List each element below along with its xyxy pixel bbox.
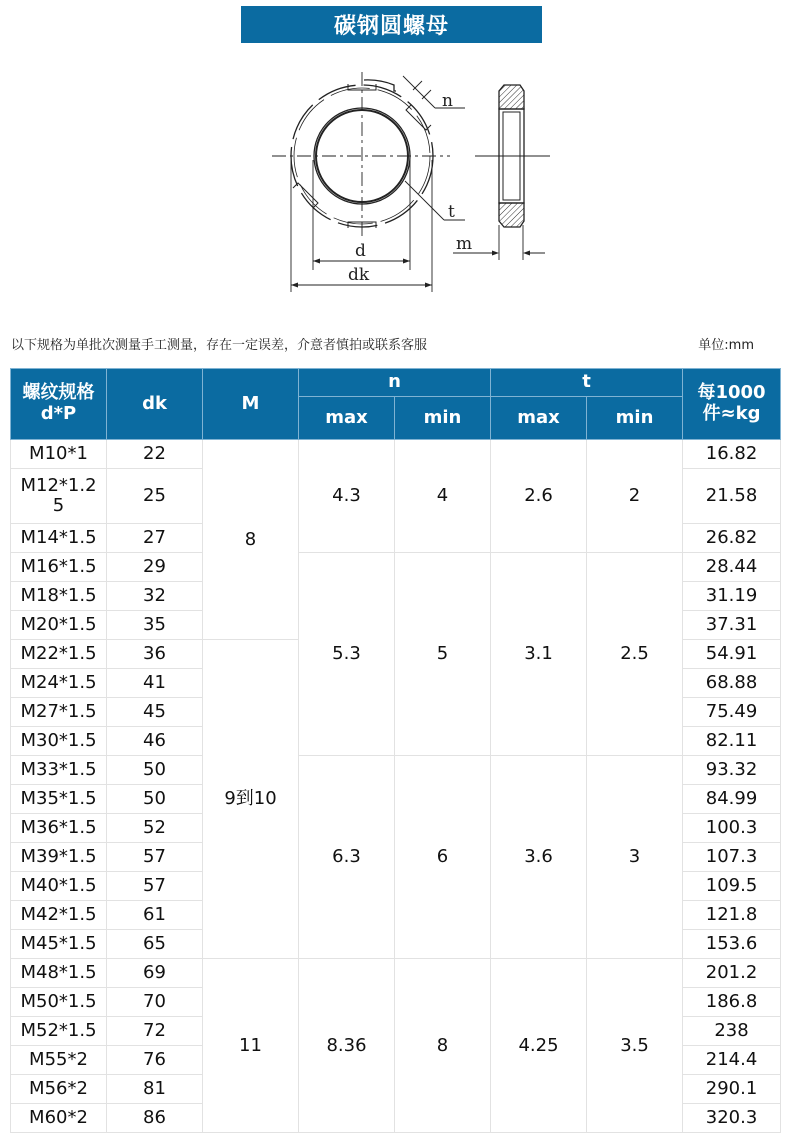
header-n-max: max: [299, 397, 395, 440]
page-title: 碳钢圆螺母: [241, 6, 542, 43]
cell-weight: 153.6: [683, 930, 781, 959]
cell-dk: 86: [107, 1104, 203, 1133]
table-row: [11, 440, 781, 469]
cell-weight: 26.82: [683, 524, 781, 553]
cell-weight: 100.3: [683, 814, 781, 843]
cell-M: 9到10: [203, 640, 299, 959]
cell-weight: 84.99: [683, 785, 781, 814]
cell-weight: 31.19: [683, 582, 781, 611]
cell-n-max: 8.36: [299, 959, 395, 1133]
cell-spec: M12*1.25: [11, 469, 107, 524]
header-n-min: min: [395, 397, 491, 440]
cell-dk: 57: [107, 843, 203, 872]
header-weight: 每1000 件≈kg: [683, 369, 781, 440]
cell-weight: 37.31: [683, 611, 781, 640]
cell-dk: 50: [107, 785, 203, 814]
cell-dk: 70: [107, 988, 203, 1017]
cell-dk: 27: [107, 524, 203, 553]
label-dk: dk: [348, 265, 370, 285]
cell-M: 8: [203, 440, 299, 640]
label-n: n: [442, 91, 453, 111]
cell-weight: 238: [683, 1017, 781, 1046]
cell-n-min: 4: [395, 440, 491, 553]
cell-weight: 201.2: [683, 959, 781, 988]
cell-dk: 25: [107, 469, 203, 524]
cell-spec: M50*1.5: [11, 988, 107, 1017]
cell-spec: M22*1.5: [11, 640, 107, 669]
cell-n-min: 5: [395, 553, 491, 756]
header-t-max: max: [491, 397, 587, 440]
header-n: n: [299, 369, 491, 397]
cell-t-max: 2.6: [491, 440, 587, 553]
cell-spec: M33*1.5: [11, 756, 107, 785]
cell-dk: 32: [107, 582, 203, 611]
cell-t-max: 3.6: [491, 756, 587, 959]
cell-spec: M24*1.5: [11, 669, 107, 698]
table-row: [11, 553, 781, 582]
cell-weight: 68.88: [683, 669, 781, 698]
table-row: [11, 756, 781, 785]
unit-label: 单位:mm: [698, 338, 754, 353]
cell-spec: M56*2: [11, 1075, 107, 1104]
cell-spec: M52*1.5: [11, 1017, 107, 1046]
round-nut-technical-drawing: [270, 60, 560, 300]
cell-spec: M16*1.5: [11, 553, 107, 582]
cell-spec: M30*1.5: [11, 727, 107, 756]
cell-dk: 41: [107, 669, 203, 698]
label-m: m: [456, 234, 473, 254]
cell-dk: 46: [107, 727, 203, 756]
cell-spec: M48*1.5: [11, 959, 107, 988]
cell-spec: M20*1.5: [11, 611, 107, 640]
cell-weight: 28.44: [683, 553, 781, 582]
cell-dk: 69: [107, 959, 203, 988]
cell-spec: M18*1.5: [11, 582, 107, 611]
cell-dk: 29: [107, 553, 203, 582]
cell-spec: M42*1.5: [11, 901, 107, 930]
cell-spec: M14*1.5: [11, 524, 107, 553]
cell-dk: 76: [107, 1046, 203, 1075]
cell-weight: 121.8: [683, 901, 781, 930]
cell-spec: M60*2: [11, 1104, 107, 1133]
spec-table: [10, 368, 781, 1133]
cell-spec: M35*1.5: [11, 785, 107, 814]
cell-spec: M36*1.5: [11, 814, 107, 843]
cell-weight: 54.91: [683, 640, 781, 669]
cell-M: 11: [203, 959, 299, 1133]
cell-t-min: 2.5: [587, 553, 683, 756]
header-t-min: min: [587, 397, 683, 440]
cell-n-max: 4.3: [299, 440, 395, 553]
cell-spec: M40*1.5: [11, 872, 107, 901]
cell-t-max: 4.25: [491, 959, 587, 1133]
cell-t-min: 3.5: [587, 959, 683, 1133]
cell-weight: 82.11: [683, 727, 781, 756]
cell-weight: 214.4: [683, 1046, 781, 1075]
cell-dk: 36: [107, 640, 203, 669]
cell-spec: M39*1.5: [11, 843, 107, 872]
header-spec: 螺纹规格 d*P: [11, 369, 107, 440]
cell-dk: 50: [107, 756, 203, 785]
cell-n-max: 5.3: [299, 553, 395, 756]
cell-weight: 109.5: [683, 872, 781, 901]
cell-dk: 57: [107, 872, 203, 901]
cell-t-max: 3.1: [491, 553, 587, 756]
label-d: d: [355, 241, 366, 261]
cell-n-min: 6: [395, 756, 491, 959]
cell-spec: M10*1: [11, 440, 107, 469]
cell-spec: M27*1.5: [11, 698, 107, 727]
cell-weight: 93.32: [683, 756, 781, 785]
cell-dk: 52: [107, 814, 203, 843]
cell-dk: 72: [107, 1017, 203, 1046]
cell-weight: 107.3: [683, 843, 781, 872]
cell-dk: 61: [107, 901, 203, 930]
cell-weight: 21.58: [683, 469, 781, 524]
cell-dk: 81: [107, 1075, 203, 1104]
cell-weight: 16.82: [683, 440, 781, 469]
cell-dk: 22: [107, 440, 203, 469]
cell-weight: 75.49: [683, 698, 781, 727]
cell-t-min: 3: [587, 756, 683, 959]
table-row: [11, 959, 781, 988]
measurement-disclaimer: 以下规格为单批次测量手工测量，存在一定误差，介意者慎拍或联系客服: [11, 338, 428, 353]
cell-dk: 45: [107, 698, 203, 727]
cell-dk: 35: [107, 611, 203, 640]
cell-n-max: 6.3: [299, 756, 395, 959]
cell-t-min: 2: [587, 440, 683, 553]
header-dk: dk: [107, 369, 203, 440]
cell-dk: 65: [107, 930, 203, 959]
header-t: t: [491, 369, 683, 397]
header-M: M: [203, 369, 299, 440]
cell-weight: 290.1: [683, 1075, 781, 1104]
cell-weight: 186.8: [683, 988, 781, 1017]
cell-weight: 320.3: [683, 1104, 781, 1133]
label-t: t: [448, 202, 455, 222]
cell-spec: M55*2: [11, 1046, 107, 1075]
cell-spec: M45*1.5: [11, 930, 107, 959]
cell-n-min: 8: [395, 959, 491, 1133]
